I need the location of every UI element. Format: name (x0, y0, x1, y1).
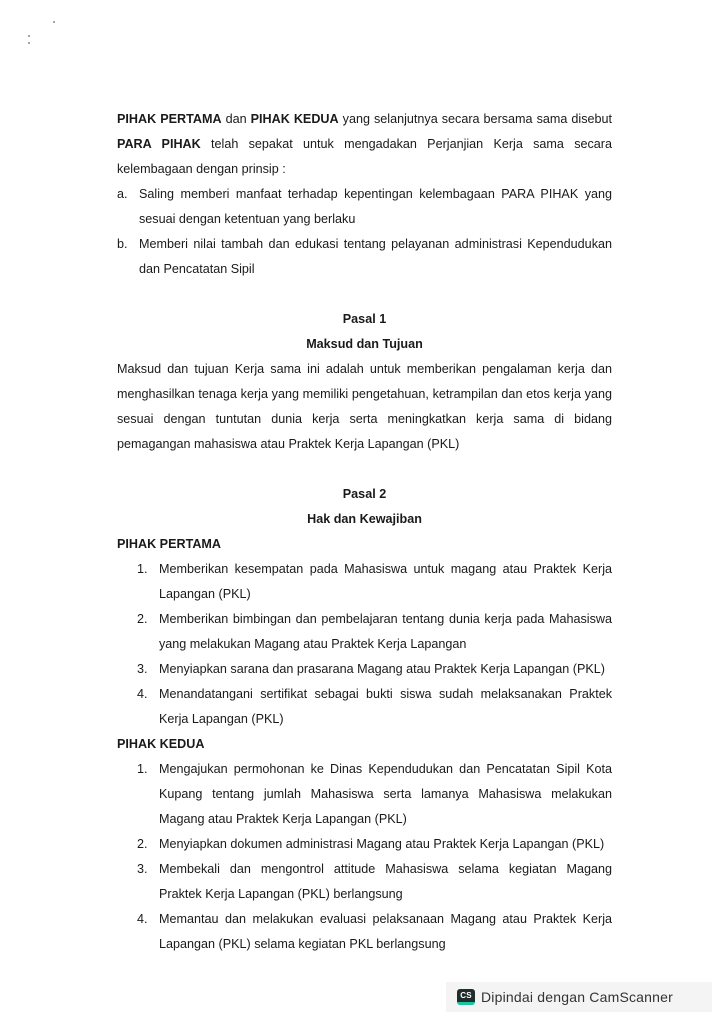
scan-speck (53, 21, 55, 23)
list-item: 2. Memberikan bimbingan dan pembelajaran tentang dunia kerja pada Mahasiswa yang melakukan Magang atau Praktek Kerja Lapangan (137, 612, 612, 651)
list-item: 3. Membekali dan mengontrol attitude Mahasiswa selama kegiatan Magang Praktek Kerja Lapangan (PKL) berlangsung (137, 862, 612, 901)
camscanner-watermark (446, 982, 712, 1012)
document-page (117, 107, 612, 957)
intro-paragraph: PIHAK PERTAMA dan PIHAK KEDUA yang selanjutnya secara bersama sama disebut PARA PIHAK telah sepakat untuk mengadakan Perjanjian Kerja sama secara kelembagaan dengan prinsip : (117, 112, 613, 176)
principles-list (117, 182, 612, 282)
party-second-label: PIHAK KEDUA (250, 112, 339, 126)
list-item: 2. Menyiapkan dokumen administrasi Magang atau Praktek Kerja Lapangan (PKL) (137, 837, 605, 851)
pasal1-number: Pasal 1 (342, 312, 387, 326)
list-item: 4. Memantau dan melakukan evaluasi pelaksanaan Magang atau Praktek Kerja Lapangan (PKL) selama kegiatan PKL berlangsung (137, 912, 612, 951)
camscanner-logo-icon: CS (457, 989, 475, 1005)
party-first-label: PIHAK PERTAMA (117, 112, 222, 126)
list-item: a. Saling memberi manfaat terhadap kepentingan kelembagaan PARA PIHAK yang sesuai dengan ketentuan yang berlaku (117, 187, 612, 226)
list-item: 4. Menandatangani sertifikat sebagai bukti siswa sudah melaksanakan Praktek Kerja Lapangan (PKL) (137, 687, 612, 726)
pasal2-number: Pasal 2 (342, 487, 387, 501)
list-item: 1. Memberikan kesempatan pada Mahasiswa untuk magang atau Praktek Kerja Lapangan (PKL) (137, 562, 612, 601)
watermark-label: Dipindai dengan CamScanner (481, 989, 673, 1005)
scan-speck (28, 35, 30, 37)
scan-speck (28, 42, 30, 44)
second-party-heading: PIHAK KEDUA (117, 737, 205, 751)
pasal1-body: Maksud dan tujuan Kerja sama ini adalah untuk memberikan pengalaman kerja dan menghasilkan tenaga kerja yang memiliki pengetahuan, ketrampilan dan etos kerja yang sesuai dengan tuntutan dunia kerja serta meningkatkan kerja sama di bidang pemagangan mahasiswa atau Praktek Kerja Lapangan (PKL) (117, 362, 612, 451)
first-party-list (117, 557, 612, 732)
list-item: b. Memberi nilai tambah dan edukasi tentang pelayanan administrasi Kependudukan dan Pencatatan Sipil (117, 237, 612, 276)
first-party-heading: PIHAK PERTAMA (117, 537, 222, 551)
pasal1-title: Maksud dan Tujuan (306, 337, 423, 351)
second-party-list (117, 757, 612, 957)
pasal2-title: Hak dan Kewajiban (307, 512, 422, 526)
parties-label: PARA PIHAK (117, 137, 201, 151)
list-item: 3. Menyiapkan sarana dan prasarana Magang atau Praktek Kerja Lapangan (PKL) (137, 662, 605, 676)
list-item: 1. Mengajukan permohonan ke Dinas Kependudukan dan Pencatatan Sipil Kota Kupang tentang jumlah Mahasiswa serta lamanya Mahasiswa melakukan Magang atau Praktek Kerja Lapangan (PKL) (137, 762, 612, 826)
